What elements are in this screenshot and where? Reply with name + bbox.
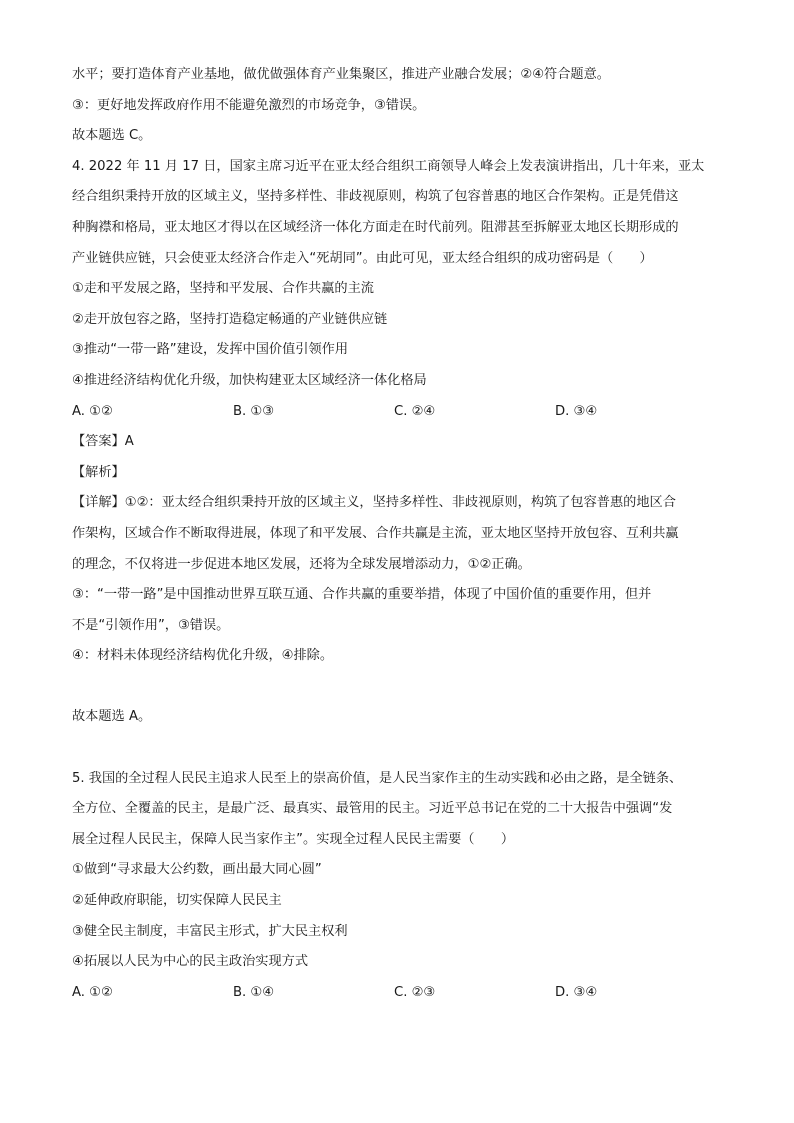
q4-statement: ③推动“一带一路”建设，发挥中国价值引领作用 bbox=[72, 342, 349, 358]
q4-analysis-line: 作架构，区域合作不断取得进展，体现了和平发展、合作共赢是主流，亚太地区坚持开放包容、互利共赢 bbox=[72, 525, 679, 541]
q4-statement: ①走和平发展之路，坚持和平发展、合作共赢的主流 bbox=[72, 281, 374, 297]
q4-analysis-line: 【详解】①②：亚太经合组织秉持开放的区域主义，坚持多样性、非歧视原则，构筑了包容普惠的地区合 bbox=[72, 495, 676, 511]
q5-statement: ①做到“寻求最大公约数，画出最大同心圆” bbox=[72, 862, 322, 878]
q5-option-c: C. ②③ bbox=[394, 984, 436, 1000]
q4-option-c: C. ②④ bbox=[394, 403, 436, 419]
q4-stem-line: 4. 2022 年 11 月 17 日，国家主席习近平在亚太经合组织工商领导人峰会上发表演讲指出，几十年来，亚太 bbox=[72, 158, 705, 174]
q5-option-a: A. ①② bbox=[72, 984, 113, 1000]
q5-statement: ③健全民主制度，丰富民主形式，扩大民主权利 bbox=[72, 923, 348, 939]
q4-option-a: A. ①② bbox=[72, 403, 113, 419]
q4-stem-line: 产业链供应链，只会使亚太经济合作走入“死胡同”。由此可见，亚太经合组织的成功密码是（ ） bbox=[72, 250, 653, 266]
q4-analysis-label: 【解析】 bbox=[72, 464, 125, 480]
document-page bbox=[72, 60, 722, 1008]
prev-analysis-line: ③：更好地发挥政府作用不能避免激烈的市场竞争，③错误。 bbox=[72, 97, 426, 113]
prev-analysis-line: 水平；要打造体育产业基地，做优做强体育产业集聚区，推进产业融合发展；②④符合题意。 bbox=[72, 67, 610, 82]
spacer bbox=[72, 672, 722, 703]
spacer bbox=[72, 733, 722, 764]
q5-stem-line: 展全过程人民民主，保障人民当家作主”。实现全过程人民民主需要（ ） bbox=[72, 831, 515, 847]
q4-option-b: B. ①③ bbox=[233, 403, 275, 419]
q4-answer: 【答案】A bbox=[72, 434, 134, 450]
q4-analysis-line: 不是“引领作用”，③错误。 bbox=[72, 617, 230, 633]
q5-options bbox=[72, 978, 722, 1009]
q4-conclusion: 故本题选 A。 bbox=[72, 709, 152, 725]
question-5 bbox=[72, 764, 722, 1009]
prev-conclusion: 故本题选 C。 bbox=[72, 128, 152, 144]
q4-analysis-line: 的理念，不仅将进一步促进本地区发展，还将为全球发展增添动力，①②正确。 bbox=[72, 556, 531, 572]
q4-statement: ④推进经济结构优化升级，加快构建亚太区域经济一体化格局 bbox=[72, 372, 427, 388]
q5-stem-line: 5. 我国的全过程人民民主追求人民至上的崇高价值，是人民当家作主的生动实践和必由之路，是全链条、 bbox=[72, 770, 683, 786]
q4-analysis-line: ③：“一带一路”是中国推动世界互联互通、合作共赢的重要举措，体现了中国价值的重要作用，但并 bbox=[72, 587, 652, 603]
q4-option-d: D. ③④ bbox=[555, 403, 598, 419]
q4-analysis-line: ④：材料未体现经济结构优化升级，④排除。 bbox=[72, 648, 334, 664]
q5-option-d: D. ③④ bbox=[555, 984, 598, 1000]
q5-option-b: B. ①④ bbox=[233, 984, 275, 1000]
question-4 bbox=[72, 152, 722, 764]
q4-stem-line: 经合组织秉持开放的区域主义，坚持多样性、非歧视原则，构筑了包容普惠的地区合作架构。正是凭借这 bbox=[72, 189, 679, 205]
q5-statement: ②延伸政府职能，切实保障人民民主 bbox=[72, 893, 282, 909]
q4-statement: ②走开放包容之路，坚持打造稳定畅通的产业链供应链 bbox=[72, 311, 388, 327]
q5-statement: ④拓展以人民为中心的民主政治实现方式 bbox=[72, 954, 309, 970]
q4-stem-line: 种胸襟和格局，亚太地区才得以在区域经济一体化方面走在时代前列。阻滞甚至拆解亚太地区长期形成的 bbox=[72, 219, 679, 235]
q5-stem-line: 全方位、全覆盖的民主，是最广泛、最真实、最管用的民主。习近平总书记在党的二十大报告中强调“发 bbox=[72, 801, 673, 817]
q4-options bbox=[72, 397, 722, 428]
